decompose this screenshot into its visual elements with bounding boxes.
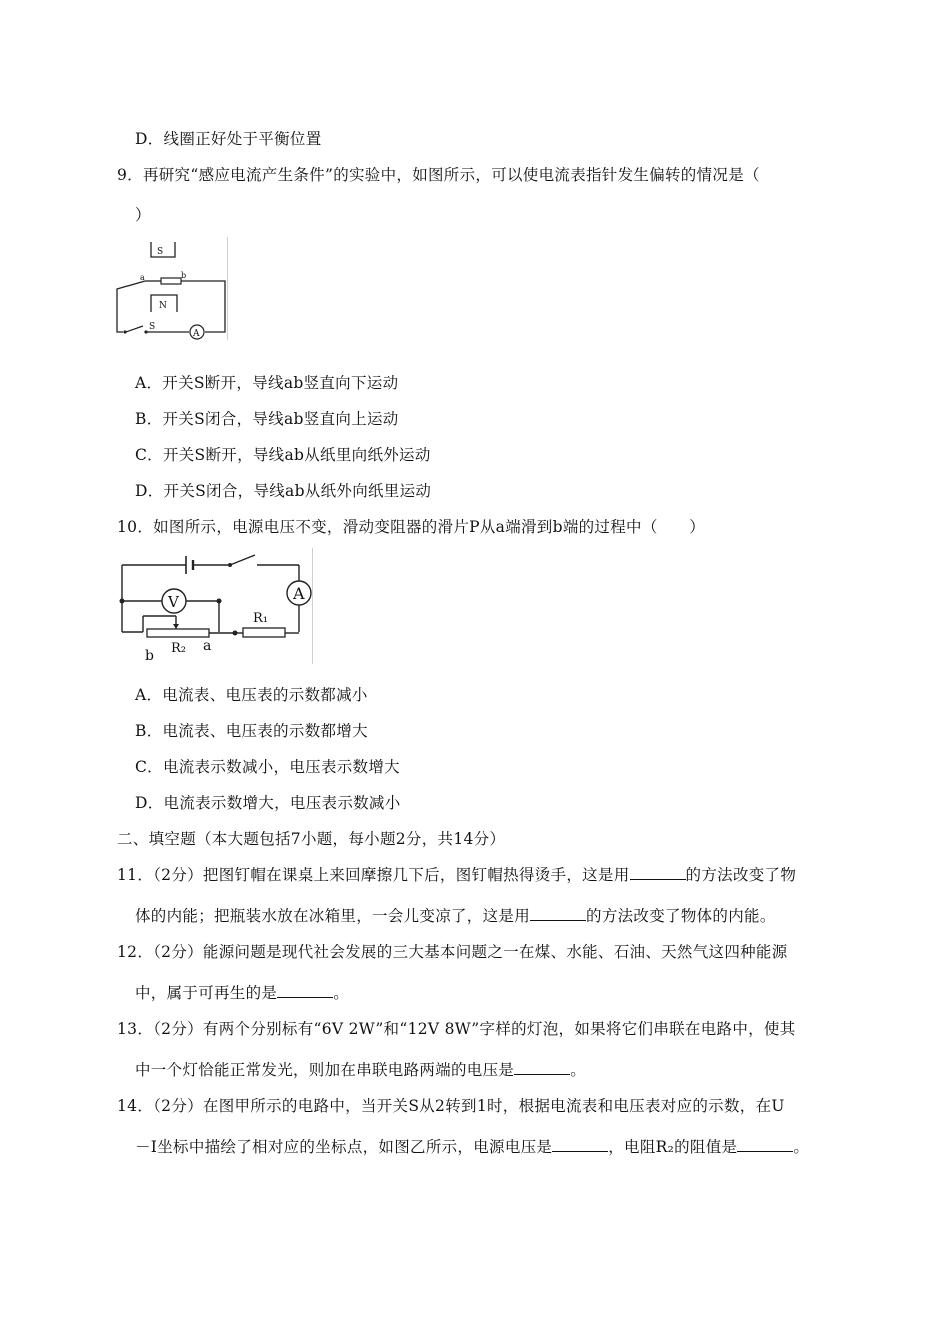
q9-magnet-s-label: S bbox=[157, 247, 164, 257]
q13-text-2b: 。 bbox=[570, 1061, 587, 1079]
q13-line-1: 13．（2分）有两个分别标有“6V 2W”和“12V 8W”字样的灯泡，如果将它们串联在电路中，使其 bbox=[117, 1020, 796, 1038]
q11-text-2a: 体的内能；把瓶装水放在冰箱里，一会儿变凉了，这是用 bbox=[135, 907, 531, 925]
q9-circuit-diagram bbox=[113, 237, 227, 340]
q9-circuit-figure bbox=[113, 237, 228, 340]
q10-end-b-label: b bbox=[145, 648, 154, 664]
q10-ammeter-label: A bbox=[293, 584, 305, 603]
q10-r1-label: R₁ bbox=[253, 611, 268, 626]
q10-circuit-figure bbox=[113, 548, 313, 664]
q11-text-1a: 11．（2分）把图钉帽在课桌上来回摩擦几下后，图钉帽热得烫手，这是用 bbox=[117, 866, 630, 884]
q14-text-2c: 。 bbox=[793, 1138, 810, 1156]
q13-line-2 bbox=[135, 1059, 586, 1081]
q14-text-2a: －I坐标中描绘了相对应的坐标点，如图乙所示，电源电压是 bbox=[135, 1138, 553, 1156]
q14-blank-2[interactable] bbox=[737, 1137, 793, 1152]
q12-text-2b: 。 bbox=[333, 984, 350, 1002]
q9-option-d: D．开关S闭合，导线ab从纸外向纸里运动 bbox=[135, 482, 432, 500]
q12-blank[interactable] bbox=[277, 983, 333, 998]
q12-line-2 bbox=[135, 982, 349, 1004]
q9-stem: 9．再研究“感应电流产生条件”的实验中，如图所示，可以使电流表指针发生偏转的情况是（ bbox=[117, 166, 760, 184]
q13-text-2a: 中一个灯恰能正常发光，则加在串联电路两端的电压是 bbox=[135, 1061, 515, 1079]
section-2-title: 二、填空题（本大题包括7小题，每小题2分，共14分） bbox=[117, 830, 506, 848]
q9-option-a: A．开关S断开，导线ab竖直向下运动 bbox=[135, 374, 399, 392]
q9-switch-label: S bbox=[149, 322, 156, 332]
q8-option-d: D．线圈正好处于平衡位置 bbox=[135, 130, 322, 148]
q10-voltmeter-label: V bbox=[168, 593, 179, 611]
q14-blank-1[interactable] bbox=[552, 1137, 608, 1152]
q9-wire-b-label: b bbox=[181, 271, 187, 280]
q9-magnet-n-label: N bbox=[159, 301, 167, 311]
q11-line-1 bbox=[117, 864, 796, 886]
q11-text-1b: 的方法改变了物 bbox=[685, 866, 797, 884]
q12-line-1: 12．（2分）能源问题是现代社会发展的三大基本问题之一在煤、水能、石油、天然气这四种能源 bbox=[117, 943, 788, 961]
q9-option-b: B．开关S闭合，导线ab竖直向上运动 bbox=[135, 410, 399, 428]
q10-option-d: D．电流表示数增大，电压表示数减小 bbox=[135, 794, 401, 812]
q11-blank-2[interactable] bbox=[530, 906, 586, 921]
q10-option-c: C．电流表示数减小，电压表示数增大 bbox=[135, 758, 400, 776]
q11-line-2 bbox=[135, 905, 776, 927]
q10-r2-label: R₂ bbox=[171, 641, 186, 656]
q10-option-b: B．电流表、电压表的示数都增大 bbox=[135, 722, 368, 740]
q11-blank-1[interactable] bbox=[630, 865, 686, 880]
q13-blank[interactable] bbox=[514, 1060, 570, 1075]
q14-text-2b: ，电阻R₂的阻值是 bbox=[608, 1138, 738, 1156]
q10-stem: 10．如图所示，电源电压不变，滑动变阻器的滑片P从a端滑到b端的过程中（ ） bbox=[117, 518, 706, 536]
q9-wire-a-label: a bbox=[140, 273, 145, 282]
q14-line-2 bbox=[135, 1136, 809, 1158]
q9-option-c: C．开关S断开，导线ab从纸里向纸外运动 bbox=[135, 446, 431, 464]
q11-text-2b: 的方法改变了物体的内能。 bbox=[586, 907, 776, 925]
q10-option-a: A．电流表、电压表的示数都减小 bbox=[135, 686, 368, 704]
q10-end-a-label: a bbox=[203, 638, 212, 654]
q9-stem-close: ） bbox=[135, 206, 151, 224]
q12-text-2a: 中，属于可再生的是 bbox=[135, 984, 278, 1002]
q10-circuit-diagram bbox=[113, 548, 312, 664]
q9-ammeter-label: A bbox=[193, 329, 200, 339]
q14-line-1: 14．（2分）在图甲所示的电路中，当开关S从2转到1时，根据电流表和电压表对应的示数，在U bbox=[117, 1097, 785, 1115]
